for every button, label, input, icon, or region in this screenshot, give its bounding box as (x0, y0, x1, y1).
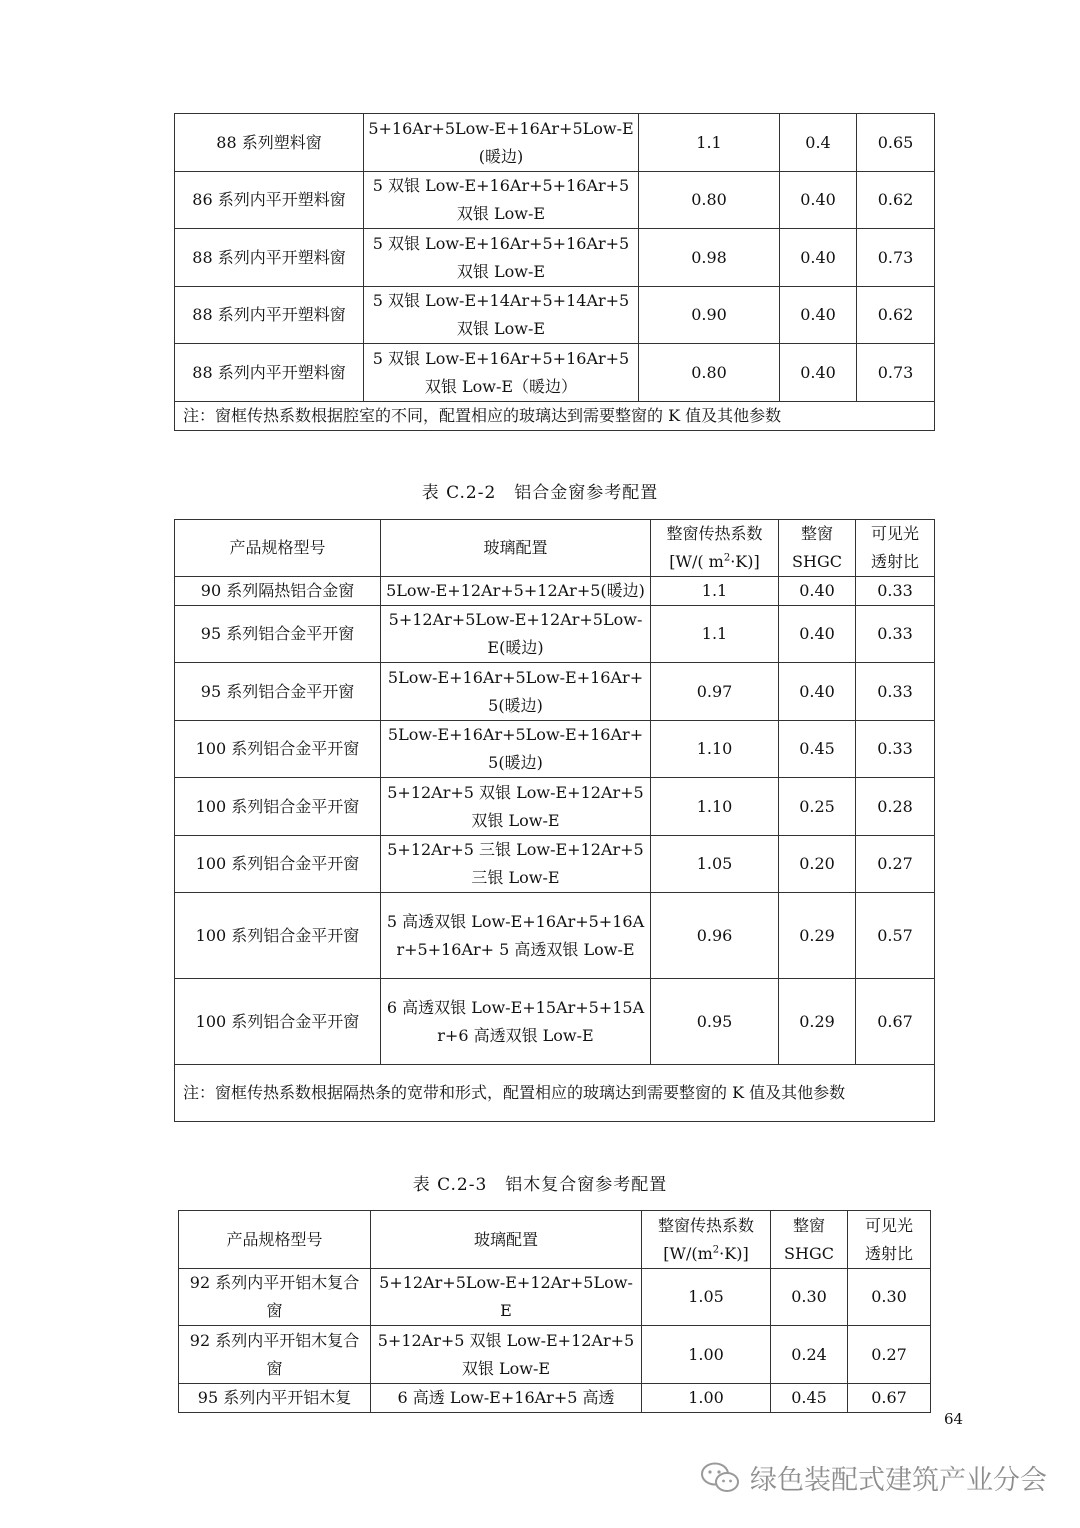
cell-model: 90 系列隔热铝合金窗 (175, 577, 381, 606)
cell-model: 100 系列铝合金平开窗 (175, 778, 381, 836)
cell-shgc: 0.40 (779, 606, 856, 663)
cell-k: 1.1 (639, 114, 780, 172)
table-row (175, 721, 935, 778)
cell-shgc: 0.40 (779, 577, 856, 606)
header-vt-b: 透射比 (864, 1243, 913, 1263)
cell-model: 100 系列铝合金平开窗 (175, 979, 381, 1065)
wechat-icon (700, 1461, 740, 1495)
cell-k: 1.05 (642, 1269, 771, 1326)
cell-vt: 0.33 (856, 577, 935, 606)
cell-model: 92 系列内平开铝木复合窗 (179, 1269, 371, 1326)
cell-shgc: 0.40 (780, 287, 857, 344)
cell-k: 1.10 (651, 778, 779, 836)
cell-glass: 5 双银 Low-E+16Ar+5+16Ar+5 双银 Low-E (364, 229, 639, 287)
cell-k: 0.97 (651, 663, 779, 721)
cell-vt: 0.67 (856, 979, 935, 1065)
header-k-unit-sup: 2 (723, 552, 731, 564)
cell-model: 92 系列内平开铝木复合窗 (179, 1326, 371, 1384)
header-k-unit-b: ·K)] (719, 1243, 749, 1263)
watermark-text: 绿色装配式建筑产业分会 (750, 1465, 1047, 1496)
cell-vt: 0.27 (856, 836, 935, 893)
cell-k: 1.1 (651, 606, 779, 663)
cell-glass: 5 高透双银 Low-E+16Ar+5+16Ar+5+16Ar+ 5 高透双银 Low-E (381, 893, 651, 979)
cell-vt: 0.73 (857, 344, 935, 402)
cell-glass: 5 双银 Low-E+16Ar+5+16Ar+5 双银 Low-E（暖边） (364, 344, 639, 402)
cell-glass: 5 双银 Low-E+16Ar+5+16Ar+5 双银 Low-E (364, 172, 639, 229)
cell-shgc: 0.24 (771, 1326, 848, 1384)
cell-shgc: 0.25 (779, 778, 856, 836)
table-note-row (175, 402, 935, 431)
cell-shgc: 0.29 (779, 979, 856, 1065)
page-number: 64 (944, 1410, 964, 1428)
header-k-label: 整窗传热系数 (666, 524, 763, 543)
cell-shgc: 0.40 (780, 344, 857, 402)
header-glass: 玻璃配置 (371, 1211, 642, 1269)
cell-shgc: 0.40 (779, 663, 856, 721)
cell-model: 88 系列内平开塑料窗 (175, 287, 364, 344)
cell-k: 0.90 (639, 287, 780, 344)
table-row (175, 577, 935, 606)
header-k-unit-a: [W/(m (663, 1243, 713, 1263)
header-shgc-b: SHGC (784, 1243, 834, 1263)
cell-model: 95 系列铝合金平开窗 (175, 606, 381, 663)
table-header-row (175, 520, 935, 577)
cell-glass: 5+12Ar+5 双银 Low-E+12Ar+5 双银 Low-E (371, 1326, 642, 1384)
cell-k: 1.10 (651, 721, 779, 778)
cell-vt: 0.65 (857, 114, 935, 172)
cell-vt: 0.30 (848, 1269, 931, 1326)
cell-k: 0.80 (639, 344, 780, 402)
cell-glass: 5+12Ar+5 三银 Low-E+12Ar+5 三银 Low-E (381, 836, 651, 893)
cell-vt: 0.62 (857, 172, 935, 229)
header-vt-a: 可见光 (864, 1215, 913, 1235)
header-vt-a: 可见光 (870, 524, 919, 543)
cell-k: 0.98 (639, 229, 780, 287)
cell-glass: 6 高透双银 Low-E+15Ar+5+15Ar+6 高透双银 Low-E (381, 979, 651, 1065)
header-k-unit-b: ·K)] (730, 552, 760, 571)
table-row (179, 1326, 931, 1384)
header-glass: 玻璃配置 (381, 520, 651, 577)
table-row (175, 344, 935, 402)
cell-vt: 0.67 (848, 1384, 931, 1413)
cell-k: 1.00 (642, 1384, 771, 1413)
cell-model: 100 系列铝合金平开窗 (175, 836, 381, 893)
cell-shgc: 0.20 (779, 836, 856, 893)
table-row (179, 1384, 931, 1413)
table-caption: 表 C.2-3 铝木复合窗参考配置 (412, 1175, 668, 1195)
table-row (175, 979, 935, 1065)
table-row (175, 606, 935, 663)
header-model: 产品规格型号 (179, 1211, 371, 1269)
cell-k: 1.1 (651, 577, 779, 606)
cell-glass: 5+16Ar+5Low-E+16Ar+5Low-E(暖边) (364, 114, 639, 172)
cell-shgc: 0.30 (771, 1269, 848, 1326)
cell-glass: 6 高透 Low-E+16Ar+5 高透 (371, 1384, 642, 1413)
cell-glass: 5Low-E+16Ar+5Low-E+16Ar+5(暖边) (381, 663, 651, 721)
cell-glass: 5Low-E+16Ar+5Low-E+16Ar+5(暖边) (381, 721, 651, 778)
table-row (175, 663, 935, 721)
header-shgc-b: SHGC (792, 552, 842, 571)
cell-vt: 0.57 (856, 893, 935, 979)
table-row (179, 1269, 931, 1326)
cell-glass: 5Low-E+12Ar+5+12Ar+5(暖边) (381, 577, 651, 606)
cell-k: 1.00 (642, 1326, 771, 1384)
table-plastic-windows (174, 113, 935, 431)
cell-shgc: 0.45 (779, 721, 856, 778)
table-note: 注：窗框传热系数根据腔室的不同，配置相应的玻璃达到需要整窗的 K 值及其他参数 (175, 402, 935, 431)
table-note-row (175, 1065, 935, 1122)
cell-vt: 0.33 (856, 663, 935, 721)
cell-model: 88 系列内平开塑料窗 (175, 229, 364, 287)
cell-model: 95 系列内平开铝木复 (179, 1384, 371, 1413)
table-row (175, 836, 935, 893)
watermark (700, 1458, 1047, 1497)
cell-k: 1.05 (651, 836, 779, 893)
table-row (175, 172, 935, 229)
table-row (175, 778, 935, 836)
table-aluminum-wood-windows (178, 1210, 931, 1413)
cell-model: 86 系列内平开塑料窗 (175, 172, 364, 229)
cell-glass: 5+12Ar+5Low-E+12Ar+5Low-E(暖边) (381, 606, 651, 663)
header-shgc-a: 整窗 (800, 524, 833, 543)
cell-model: 95 系列铝合金平开窗 (175, 663, 381, 721)
cell-model: 100 系列铝合金平开窗 (175, 721, 381, 778)
header-shgc-a: 整窗 (792, 1215, 825, 1235)
cell-glass: 5 双银 Low-E+14Ar+5+14Ar+5 双银 Low-E (364, 287, 639, 344)
header-k (642, 1211, 771, 1269)
cell-shgc: 0.29 (779, 893, 856, 979)
table-aluminum-windows (174, 519, 935, 1122)
cell-model: 88 系列内平开塑料窗 (175, 344, 364, 402)
header-model: 产品规格型号 (175, 520, 381, 577)
cell-vt: 0.73 (857, 229, 935, 287)
header-k-unit-sup: 2 (712, 1244, 720, 1256)
cell-vt: 0.28 (856, 778, 935, 836)
cell-shgc: 0.4 (780, 114, 857, 172)
cell-shgc: 0.40 (780, 229, 857, 287)
table-row (175, 229, 935, 287)
cell-shgc: 0.40 (780, 172, 857, 229)
table-note: 注：窗框传热系数根据隔热条的宽带和形式，配置相应的玻璃达到需要整窗的 K 值及其他参数 (175, 1065, 935, 1122)
table-row (175, 114, 935, 172)
header-shgc (771, 1211, 848, 1269)
header-k (651, 520, 779, 577)
cell-k: 0.80 (639, 172, 780, 229)
cell-vt: 0.27 (848, 1326, 931, 1384)
header-vt-b: 透射比 (870, 552, 919, 571)
cell-model: 100 系列铝合金平开窗 (175, 893, 381, 979)
cell-vt: 0.62 (857, 287, 935, 344)
table-header-row (179, 1211, 931, 1269)
header-shgc (779, 520, 856, 577)
cell-vt: 0.33 (856, 721, 935, 778)
cell-k: 0.96 (651, 893, 779, 979)
cell-shgc: 0.45 (771, 1384, 848, 1413)
cell-k: 0.95 (651, 979, 779, 1065)
cell-glass: 5+12Ar+5Low-E+12Ar+5Low-E (371, 1269, 642, 1326)
cell-model: 88 系列塑料窗 (175, 114, 364, 172)
table-row (175, 893, 935, 979)
cell-vt: 0.33 (856, 606, 935, 663)
header-k-label: 整窗传热系数 (657, 1215, 754, 1235)
table-row (175, 287, 935, 344)
table-caption: 表 C.2-2 铝合金窗参考配置 (421, 483, 659, 503)
header-vt (856, 520, 935, 577)
header-vt (848, 1211, 931, 1269)
header-k-unit-a: [W/( m (669, 552, 724, 571)
cell-glass: 5+12Ar+5 双银 Low-E+12Ar+5 双银 Low-E (381, 778, 651, 836)
